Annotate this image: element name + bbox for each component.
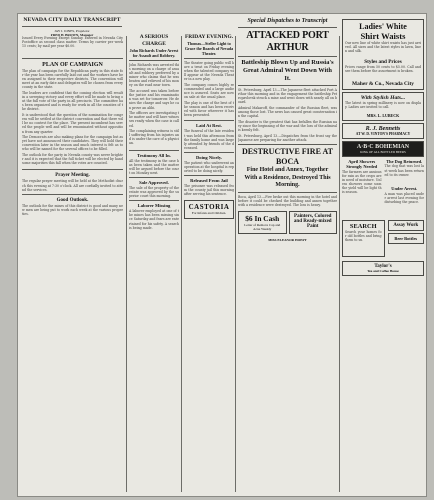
col1-headline: PLAN OF CAMPAIGN xyxy=(42,62,103,68)
waists-ad-line4: Maher & Co., Nevada City xyxy=(352,81,414,87)
bottles-ad xyxy=(388,233,425,244)
beer-ad xyxy=(342,141,424,157)
pharmacy-ad-title: AT W. D. VINTON'S PHARMACY xyxy=(355,132,411,136)
col3-heading-laid-at-rest: Laid At Rest. xyxy=(196,123,222,129)
waists-ad-line3: Styles and Prices xyxy=(364,59,402,65)
column-1: Issued Every Evening Except Sunday. Entered in Nevada City Postoffice as second class matter. Terms by carrier per week 15 cents; by mail per year $6.00. PLAN OF CAMPAIGN The plan of campaign for the Republican party in this state for the year has been carefully laid out and the workers have been assigned to their respective districts. The convention will meet at an early date and delegates will be chosen from every county in the state. The leaders are confident that the coming election will result in a sweeping victory and every effort will be made to bring out the full vote of the party in all precincts. The committee has been organized and is ready for work in all the counties of the district. It is understood that the question of the nomination for congress will be settled at the district convention and that there will be no contest for the place. The present incumbent has served the people well and will be renominated without opposition from any quarter. The Democrats are also making plans for the campaign but as yet have not announced their candidates. They will hold their convention later in the season and much interest is felt as to who will be named for the several offices to be filled. The outlook for the party in Nevada county was never brighter and it is expected that the full ticket will be elected by handsome majorities this fall when the votes are counted. Prayer Meeting. The regular prayer meeting will be held at the Methodist church this evening at 7:30 o'clock. All are cordially invited to attend the services. Good Outlook. The outlook for the mines of this district is good and many new men are being put to work each week at the various properties. xyxy=(22,36,123,216)
search-ad: SEARCH Search your homes for old bottles and bring them to us. xyxy=(342,220,385,257)
col3-headline: FRIDAY EVENING. xyxy=(184,34,234,40)
cash-ad-title: $6 In Cash xyxy=(245,213,280,223)
cash-ad-subtitle: Letter of Remove Cap and Acne Weekly xyxy=(244,222,281,232)
col5-heading-showers: April Showers Strongly Needed xyxy=(346,159,378,170)
col3-heading-released: Released From Jail xyxy=(190,178,228,184)
masthead-manager: FRED H. BROWN, Manager xyxy=(50,33,94,37)
castoria-ad xyxy=(184,200,234,218)
column-4: Special Dispatches to Transcript ATTACKED PORT ARTHUR Battleship Blown Up and Russia's Great Admiral Went Down With It. St. Petersburg, April 13.—The Japanese fleet attacked Port Arthur this morning and in the engagement the battleship Petropavlovsk struck a mine and went down with nearly all on board. Admiral Makaroff, the commander of the Russian fleet, was among those lost. The news has caused great consternation in the capital. The disaster is the greatest that has befallen the Russian navy since the beginning of the war and the loss of the admiral is keenly felt. St. Petersburg, April 13.—Dispatches from the front say the Japanese are preparing for another attack. DESTRUCTIVE FIRE AT BOCA Fine Hotel and Annex, Together With a Residence, Destroyed This Morning. Boca, April 13.—Fire broke out this morning in the hotel and before it could be checked the building and annex together with a residence were destroyed. The loss is heavy. $6 In Cash Letter of Remove Cap and Acne Weekly Painters, Colored and Ready-mixed Paint MISS ELEANOR HOEFT xyxy=(238,18,337,243)
assay-ad-title: Assay Work xyxy=(393,222,419,228)
waists-ad: Ladies' White Shirt Waists Our new line of white shirt waists has just arrived. All sizes and the latest styles in lawn, linen and silk. Styles and Prices Prices range from 50 cents to $5.00. Call and see them before the assortment is broken. Maher & Co., Nevada City xyxy=(342,19,424,90)
masthead-proprietor: JAY J. JONES, Proprietor xyxy=(54,29,90,33)
search-ad-title: SEARCH xyxy=(349,222,377,230)
paint-ad xyxy=(289,211,338,234)
hats-ad-name: MRS. L. LUBECK xyxy=(366,113,400,118)
col2-heading-sale: Sale Approved. xyxy=(139,179,169,185)
bottles-ad-title: Beer Bottles xyxy=(394,235,418,241)
col4-headline: ATTACKED PORT ARTHUR xyxy=(246,30,329,53)
cash-ad xyxy=(238,211,287,234)
col3-subhead: Thomas—Steller Light to Grace the Boards of Nevada Theater. xyxy=(184,41,234,56)
masthead-title: NEVADA CITY DAILY TRANSCRIPT xyxy=(23,17,121,23)
beer-ad-title: A·B·C BOHEMIAN xyxy=(356,144,410,150)
col4-headline2: DESTRUCTIVE FIRE AT BOCA xyxy=(242,146,333,166)
col2-subhead: John Richards Under Arrest for Assault and Robbery. xyxy=(129,48,179,58)
tea-ad xyxy=(342,261,424,276)
hats-ad: With Stylish Hats... The latest in spring millinery is now on display. Ladies are invited to call. MRS. L. LUBECK xyxy=(342,92,424,121)
pharmacy-ad xyxy=(342,123,424,139)
col2-heading-laborer: Laborer Missing xyxy=(137,203,171,209)
col1-heading-outlook: Good Outlook. xyxy=(56,197,89,203)
newspaper-page xyxy=(18,14,426,496)
column-2: A SERIOUS CHARGE John Richards Under Arrest for Assault and Robbery. John Richards was arrested this morning on a charge of assault and robbery preferred by a miner who claims that he was beaten and relieved of his money on the road near town. The accused was taken before the justice and his examination was set for tomorrow. He denies the charge and says he can prove an alibi. The officers are investigating the matter and will have witnesses ready when the case is called. The complaining witness is still suffering from his injuries and is under the care of a physician. Testimony All In. All the testimony in the case has been taken and the matter will be argued before the court on Monday next. Sale Approved. The sale of the property of the estate was approved by the superior court this morning. Laborer Missing A laborer employed at one of the mines has been missing since Saturday and fears are entertained for his safety. A search is being made. xyxy=(129,34,179,230)
col1-heading-prayer: Prayer Meeting. xyxy=(55,173,90,179)
col3-heading-doing-nicely: Doing Nicely. xyxy=(195,154,223,160)
col5-heading-arrest: Under Arrest. xyxy=(391,186,418,192)
waists-ad-line1: Ladies' White xyxy=(359,22,407,31)
column-3: FRIDAY EVENING. Thomas—Steller Light to Grace the Boards of Nevada Theater. The theater going public will have a treat on Friday evening when the talented company will appear at the Nevada Theater in a new play. The company comes highly recommended and a large audience is assured. Seats are now on sale at the usual place. The play is one of the best of the season and has been received with favor wherever it has been presented. Laid At Rest. The funeral of the late resident was held this afternoon from the family home and was largely attended by friends of the deceased. Doing Nicely. The patient who underwent an operation at the hospital is reported to be doing nicely. Released From Jail The prisoner was released from the county jail this morning after serving his sentence. CASTORIA For Infants and Children. xyxy=(184,34,234,492)
assay-ad xyxy=(388,220,425,231)
beer-ad-subtitle: KING OF ALL BOTTLED BEERS xyxy=(360,150,406,154)
tea-ad-subtitle: Tea and Coffee House xyxy=(367,268,399,273)
pharmacy-ad-name: R. J. Bennetts xyxy=(365,126,401,132)
castoria-subtitle: For Infants and Children. xyxy=(191,211,227,216)
col4-deck2: Fine Hotel and Annex, Together With a Residence, Destroyed This Morning. xyxy=(244,166,331,189)
col5-heading-dog: The Dog Returned. xyxy=(386,159,423,164)
masthead xyxy=(22,17,122,37)
col2-heading-testimony: Testimony All In. xyxy=(137,152,171,158)
waists-ad-line2: Shirt Waists xyxy=(360,31,406,41)
col2-headline: A SERIOUS CHARGE xyxy=(139,34,169,47)
castoria-title: CASTORIA xyxy=(188,203,230,212)
tea-ad-title: Taylor's xyxy=(374,263,392,269)
col4-kicker: Special Dispatches to Transcript xyxy=(247,18,328,24)
column-5: Ladies' White Shirt Waists Our new line of white shirt waists has just arrived. All sizes and the latest styles in lawn, linen and silk. Styles and Prices Prices range from 50 cents to $5.00. Call and see them before the assortment is broken. Maher & Co., Nevada City With Stylish Hats... The latest in spring millinery is now on display. Ladies are invited to call. MRS. L. LUBECK R. J. Bennetts AT W. D. VINTON'S PHARMACY A·B·C BOHEMIAN KING OF ALL BOTTLED BEERS April Showers Strongly Needed The farmers are anxious for rain as the crops are in need of moisture. Unless showers come soon the yield will be light this season. The Dog Returned. The dog that was lost last week has been returned to its owner. Under Arrest. A man was placed under arrest last evening for disturbing the peace. SEARCH Search your homes for old bottles and bring them to us. Assay Work Beer Bottles Taylor's Tea and Coffee House xyxy=(342,17,424,492)
col4-deck: Battleship Blown Up and Russia's Great Admiral Went Down With It. xyxy=(241,59,334,82)
paint-ad-title: Painters, Colored and Ready-mixed Paint xyxy=(293,213,332,229)
hats-ad-title: With Stylish Hats... xyxy=(360,95,406,101)
paint-ad-name: MISS ELEANOR HOEFT xyxy=(268,238,307,243)
